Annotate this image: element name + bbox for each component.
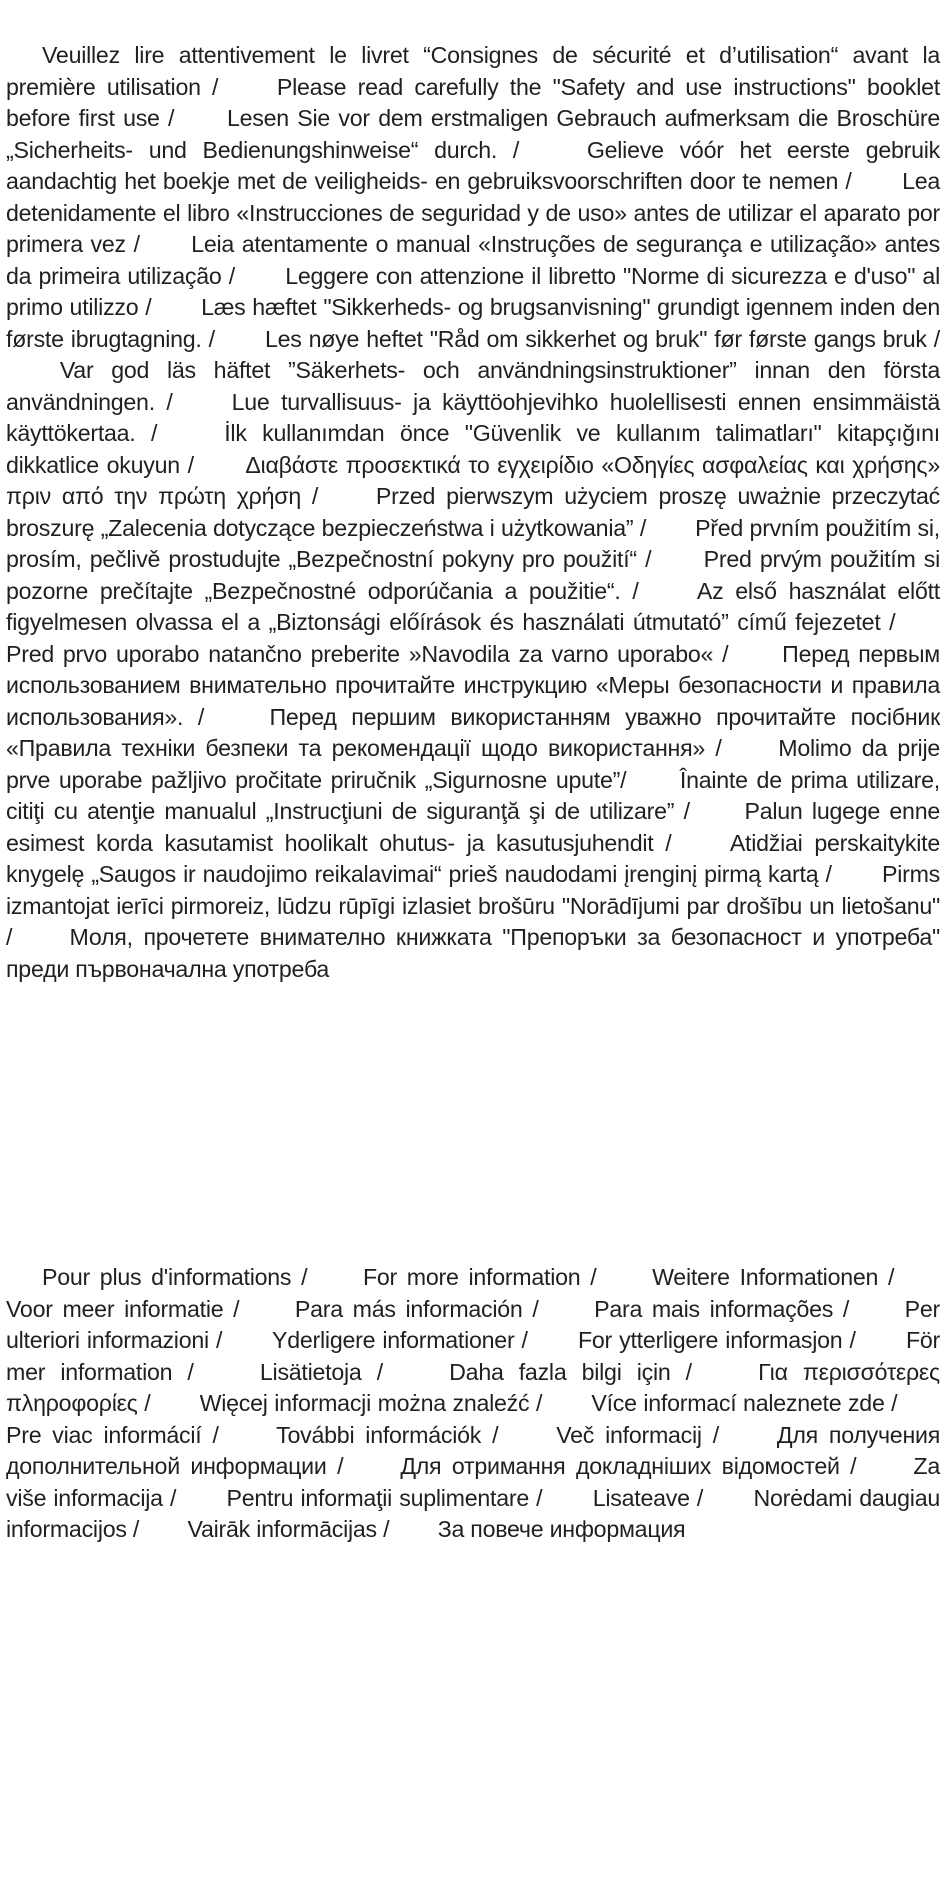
safety-notice-translation: Az első használat előtt figyelmesen olvassa el a „Biztonsági előírások és használati útmutató” című fejezetet / <box>6 577 940 635</box>
more-information-translation: Para más información / <box>294 1295 539 1322</box>
more-information-translation: Več informacij / <box>556 1421 719 1448</box>
more-information-translation: För mer information / <box>6 1327 940 1385</box>
more-information-translation: Pentru informaţii suplimentare / <box>226 1484 543 1511</box>
safety-notice-translation: Pred prvým použitím si pozorne prečítajte „Bezpečnostné odporúčania a použitie“. / <box>6 546 940 604</box>
safety-notice-translation: İlk kullanımdan önce "Güvenlik ve kullanım talimatları" kitapçığını dikkatlice okuyun / <box>6 420 940 478</box>
more-information-translation: Для получения дополнительной информации / <box>6 1421 941 1479</box>
more-information-translation: Więcej informacji można znaleźć / <box>199 1390 543 1416</box>
more-information-translation: Yderligere informationer / <box>272 1327 528 1353</box>
safety-notice-translation: Înainte de prima utilizare, citiţi cu atenţie manualul „Instrucţiuni de siguranţă şi de utilizare” / <box>6 766 940 824</box>
safety-notice-translation: Palun lugege enne esimest korda kasutamist hoolikalt ohutus- ja kasutusjuhendit / <box>6 798 940 856</box>
more-information-translation: Weitere Informationen / <box>652 1264 895 1290</box>
safety-notice-translation: Lesen Sie vor dem erstmaligen Gebrauch aufmerksam die Broschüre „Sicherheits- und Bedienungshinweise“ durch. / <box>6 105 940 163</box>
safety-notice-translation: Les nøye heftet "Råd om sikkerhet og bruk" før første gangs bruk / <box>264 325 940 352</box>
safety-notice-translation: Leggere con attenzione il libretto "Norme di sicurezza e d'uso" al primo utilizzo / <box>6 262 940 320</box>
more-information-translation: За повече информация <box>437 1516 686 1542</box>
safety-notice-translation: Pred prvo uporabo natančno preberite »Navodila za varno uporabo« / <box>6 640 729 667</box>
safety-notice-translation: Var god läs häftet ”Säkerhets- och användningsinstruktioner” innan den första användningen. / <box>6 357 940 415</box>
more-information-translation: Vairāk informācijas / <box>187 1516 390 1542</box>
more-information-translation: Pre viac informácií / <box>6 1421 219 1448</box>
safety-notice-translation: Перед первым использованием внимательно прочитайте инструкцию «Меры безопасности и правила использования». / <box>6 640 940 730</box>
safety-notice-translation: Pirms izmantojat ierīci pirmoreiz, lūdzu rūpīgi izlasiet brošūru "Norādījumi par drošību un lietošanu" / <box>6 861 941 950</box>
safety-notice-translation: Моля, прочетете внимателно книжката "Препоръки за безопасност и употреба" преди първоначална употреба <box>6 924 940 982</box>
more-information-translation: Za više informacija / <box>6 1453 940 1511</box>
more-information-translation: Daha fazla bilgi için / <box>449 1358 692 1385</box>
more-information-translation: For ytterligere informasjon / <box>577 1327 856 1353</box>
more-information-translation: Per ulteriori informazioni / <box>6 1295 940 1353</box>
safety-notice-translation: Lue turvallisuus- ja käyttöohjevihko huolellisesti ennen ensimmäistä käyttökertaa. / <box>6 388 940 446</box>
more-information-translation: For more information / <box>362 1264 597 1290</box>
safety-notice-translation: Veuillez lire attentivement le livret “Consignes de sécurité et d’utilisation“ avant la première utilisation / <box>6 42 940 100</box>
safety-notice-translation: Please read carefully the "Safety and use instructions" booklet before first use / <box>6 73 940 131</box>
safety-notice-translation: Atidžiai perskaitykite knygelę „Saugos ir naudojimo reikalavimai“ prieš naudodami įrenginį pirmą kartą / <box>6 829 940 887</box>
more-information-translation: Lisätietoja / <box>259 1358 383 1385</box>
more-information-translation: Για περισσότερες πληροφορίες / <box>6 1358 940 1416</box>
safety-notice-translation: Læs hæftet "Sikkerheds- og brugsanvisning" grundigt igennem inden den første ibrugtagning. / <box>6 294 941 352</box>
more-information-translation: Lisateave / <box>592 1484 704 1511</box>
more-information-translation: Voor meer informatie / <box>6 1295 240 1322</box>
safety-notice-translation: Перед першим використанням уважно прочитайте посібник «Правила техніки безпеки та рекомендації щодо використання» / <box>6 703 940 761</box>
safety-notice-translation: Gelieve vóór het eerste gebruik aandachtig het boekje met de veiligheids- en gebruiksvoorschriften door te nemen / <box>6 136 940 194</box>
more-information-translation: További információk / <box>276 1421 499 1448</box>
more-information-translation: Pour plus d'informations / <box>42 1264 308 1290</box>
safety-notice-translation: Leia atentamente o manual «Instruções de segurança e utilização» antes da primeira utilização / <box>6 231 940 289</box>
safety-notice-translation: Před prvním použitím si, prosím, pečlivě prostudujte „Bezpečnostní pokyny pro použití“ / <box>6 514 940 572</box>
safety-notice-translation: Przed pierwszym użyciem proszę uważnie przeczytać broszurę „Zalecenia dotyczące bezpieczeństwa i użytkowania” / <box>6 483 940 541</box>
more-information-translation: Více informací naleznete zde / <box>591 1390 898 1416</box>
more-information-translation: Norėdami daugiau informacijos / <box>6 1484 940 1542</box>
more-information-translation: Para mais informações / <box>594 1295 850 1322</box>
safety-instructions-notice <box>6 40 940 985</box>
safety-notice-translation: Lea detenidamente el libro «Instrucciones de seguridad y de uso» antes de utilizar el aparato por primera vez / <box>6 168 940 257</box>
more-information-translation: Для отримання докладніших відомостей / <box>400 1453 857 1479</box>
safety-notice-translation: Molimo da prije prve uporabe pažljivo pročitate priručnik „Sigurnosne upute”/ <box>6 735 940 793</box>
safety-notice-translation: Διαβάστε προσεκτικά το εγχειρίδιο «Οδηγίες ασφαλείας και χρήσης» πριν από την πρώτη χρήση / <box>6 451 941 509</box>
more-information-notice <box>6 1262 940 1546</box>
